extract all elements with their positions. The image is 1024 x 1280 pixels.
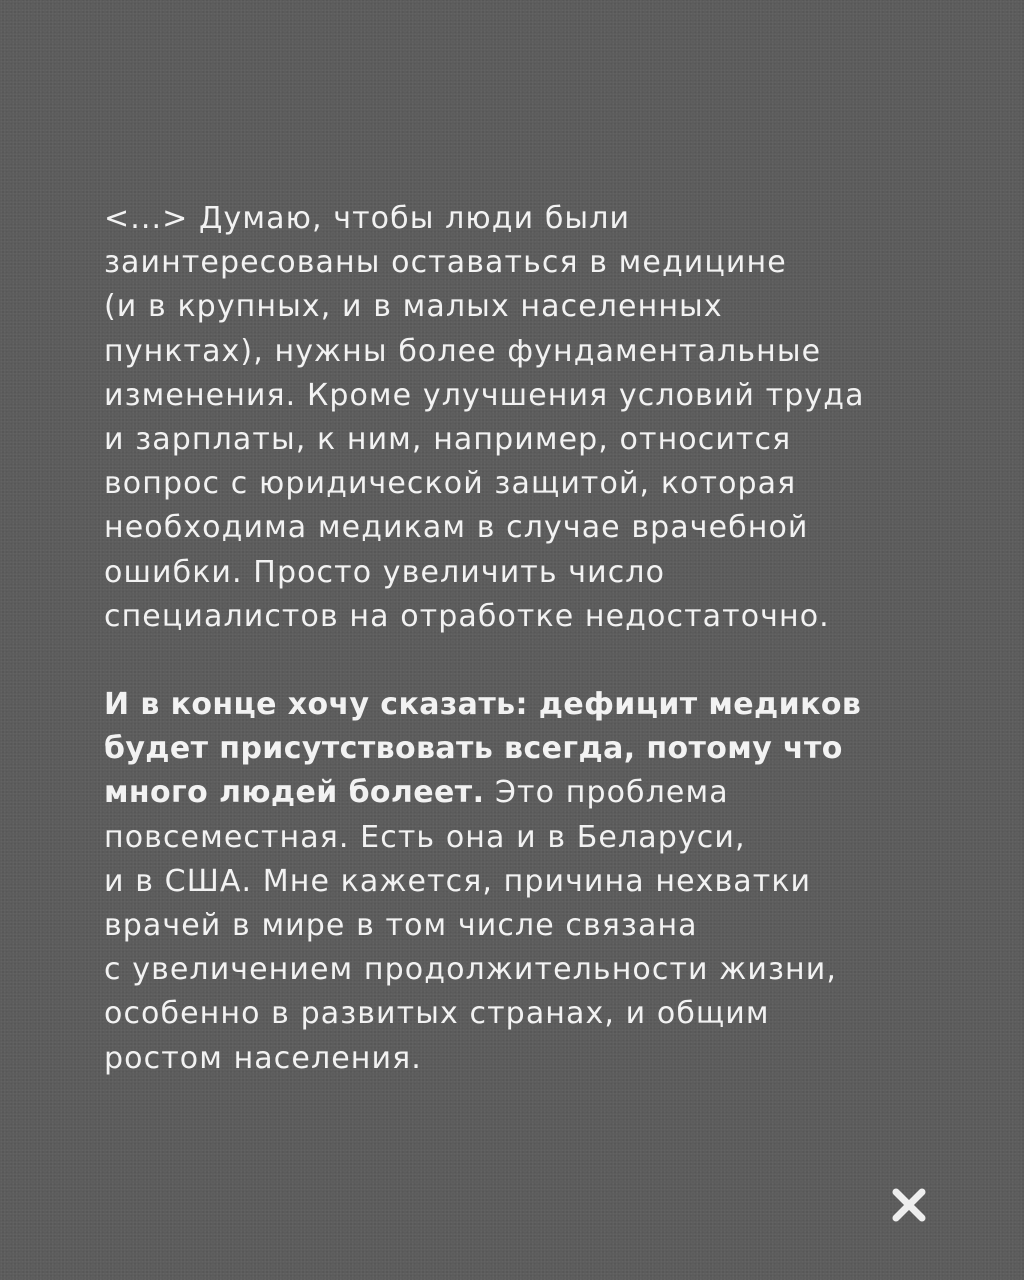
text-line: необходима медикам в случае врачебной [104, 510, 809, 546]
text-line: заинтересованы оставаться в медицине [104, 245, 787, 281]
text-line: ошибки. Просто увеличить число [104, 554, 666, 590]
text-fragment: Это проблема [484, 775, 729, 811]
text-line: врачей в мире в том числе связана [104, 908, 698, 944]
text-line-mixed [104, 771, 984, 815]
text-line: ростом населения. [104, 1040, 422, 1076]
text-line: с увеличением продолжительности жизни, [104, 952, 838, 988]
text-line: и в США. Мне кажется, причина нехватки [104, 863, 812, 899]
bold-text-line: будет присутствовать всегда, потому что [104, 731, 843, 767]
paragraph-intro [104, 197, 984, 639]
text-line: вопрос с юридической защитой, которая [104, 466, 797, 502]
close-icon-graphic [891, 1187, 927, 1223]
article-text [104, 197, 984, 1081]
text-line: особенно в развитых странах, и общим [104, 996, 770, 1032]
bold-text-line: И в конце хочу сказать: дефицит медиков [104, 687, 862, 723]
text-line: изменения. Кроме улучшения условий труда [104, 377, 865, 413]
text-line: пунктах), нужны более фундаментальные [104, 333, 822, 369]
close-icon[interactable] [891, 1187, 927, 1223]
paragraph-conclusion [104, 683, 984, 1081]
text-line: специалистов на отработке недостаточно. [104, 598, 830, 634]
text-line: повсеместная. Есть она и в Беларуси, [104, 819, 746, 855]
text-line: и зарплаты, к ним, например, относится [104, 422, 792, 458]
text-line: (и в крупных, и в малых населенных [104, 289, 723, 325]
bold-text-fragment: много людей болеет. [104, 775, 485, 811]
text-line: <...> Думаю, чтобы люди были [104, 201, 631, 236]
